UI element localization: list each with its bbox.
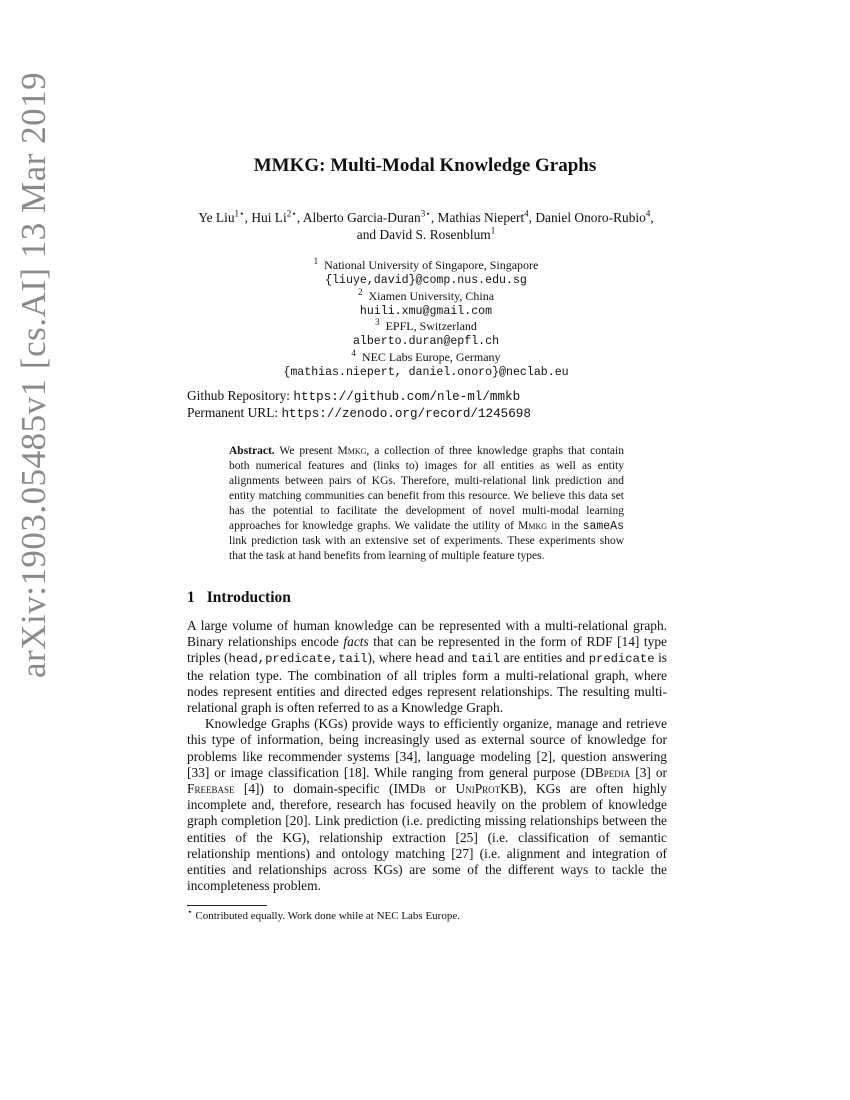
email[interactable]: huili.xmu@gmail.com	[359, 304, 493, 318]
footnote-divider	[187, 905, 267, 906]
author-mark: 1⋆	[234, 208, 245, 219]
paragraph: A large volume of human knowledge can be represented with a multi-relational graph. Binary relationships encode facts that can be represented in the form of RDF [14] type triples (head,predicate,tail), where head and tail are entities and predicate is the relation type. The combination of all triples form a multi-relational graph, where nodes represent entities and directed edges represent relationships. The resulting multi-relational graph is often referred to as a Knowledge Graph.	[187, 618, 668, 716]
author-name: Daniel Onoro-Rubio	[535, 210, 646, 225]
author-mark: 4	[524, 208, 529, 219]
section-heading	[187, 589, 291, 607]
section-body	[187, 618, 667, 894]
author-mark: 2⋆	[286, 208, 297, 219]
author-mark: 1	[490, 225, 496, 236]
author-mark: 4	[645, 208, 651, 219]
permanent-url-link[interactable]: https://zenodo.org/record/1245698	[281, 407, 531, 421]
github-label: Github Repository:	[187, 388, 291, 403]
author-name: Mathias Niepert	[437, 210, 525, 225]
repository-links	[187, 388, 531, 422]
section-number: 1	[187, 589, 195, 606]
permanent-url-label: Permanent URL:	[187, 405, 279, 420]
email[interactable]: alberto.duran@epfl.ch	[352, 335, 500, 349]
author-mark: 3⋆	[420, 208, 431, 219]
affiliation-list	[186, 258, 666, 380]
paper-title: MMKG: Multi-Modal Knowledge Graphs	[253, 155, 597, 176]
github-link[interactable]: https://github.com/nle-ml/mmkb	[293, 390, 521, 404]
author-name: Ye Liu	[198, 210, 235, 225]
author-name: Hui Li	[251, 210, 287, 225]
abstract: Abstract. We present Mmkg, a collection of three knowledge graphs that contain both numerical features and (links to) images for all entities as well as entity alignments between pairs of KGs. Therefore, multi-relational link prediction and entity matching communities can benefit from this resource. We believe this data set has the potential to facilitate the development of novel multi-modal learning approaches for knowledge graphs. We validate the utility of Mmkg in the sameAs link prediction task with an extensive set of experiments. These experiments show that the task at hand benefits from learning of multiple feature types.	[229, 445, 624, 563]
section-title: Introduction	[206, 589, 291, 606]
affiliation: $^2$ Xiamen University, China	[357, 286, 495, 303]
affiliation: $^1$ National University of Singapore, Singapore	[313, 256, 539, 272]
email[interactable]: {mathias.niepert, daniel.onoro}@neclab.eu	[283, 366, 569, 380]
author-name: and David S. Rosenblum	[356, 227, 491, 242]
affiliation: $^4$ NEC Labs Europe, Germany	[351, 347, 501, 364]
affiliation: $^3$ EPFL, Switzerland	[375, 317, 477, 334]
author-name: Alberto Garcia-Duran	[302, 210, 421, 225]
author-list: Ye Liu$^{1⋆}$, Hui $Li^{2⋆}$, Alberto Garcia-Duran$^{3⋆}$, Mathias Niepert$^4$, Daniel Onoro-Rubio$^4$, and David S. Rosenblum$^1$	[198, 208, 654, 242]
footnote: ⋆ Contributed equally. Work done while at NEC Labs Europe.	[187, 906, 460, 922]
paragraph: Knowledge Graphs (KGs) provide ways to efficiently organize, manage and retrieve this type of information, being increasingly used as external source of knowledge for problems like recommender systems [34], language modeling [2], question answering [33] or image classification [18]. While ranging from general purpose (DBpedia [3] or Freebase [4]) to domain-specific (IMDb or UniProtKB), KGs are often highly incomplete and, therefore, research has focused heavily on the problem of knowledge graph completion [20]. Link prediction (i.e. predicting missing relationships between the entities of the KG), relationship extraction [25] (i.e. classification of semantic relationship mentions) and ontology matching [27] (i.e. alignment and integration of entities and relationships across KGs) are some of the different ways to tackle the incompleteness problem.	[187, 716, 667, 894]
arxiv-stamp: arXiv:1903.05485v1 [cs.AI] 13 Mar 2019	[14, 71, 53, 678]
email[interactable]: {liuye,david}@comp.nus.edu.sg	[325, 274, 527, 288]
abstract-label: Abstract.	[229, 445, 275, 457]
